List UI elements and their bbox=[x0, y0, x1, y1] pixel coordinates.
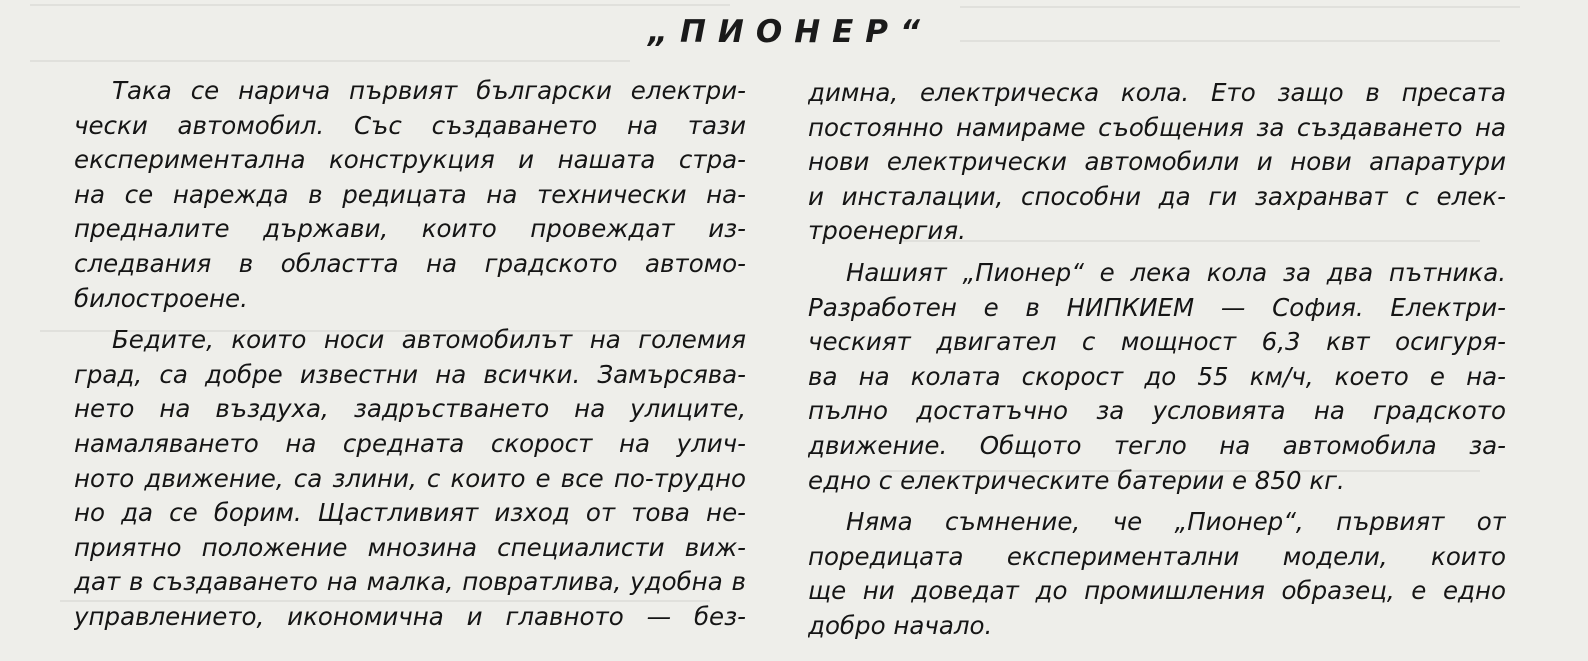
text-line: ното движение, са злини, с които е все по-трудно bbox=[74, 463, 746, 493]
text-line: пълно достатъчно за условията на градското bbox=[808, 396, 1506, 426]
text-line: приятно положение мнозина специалисти виж- bbox=[74, 532, 746, 562]
text-line: поредицата експериментални модели, които bbox=[808, 541, 1506, 571]
text-line: но да се борим. Щастливият изход от това не- bbox=[74, 498, 746, 528]
text-line: предналите държави, които провеждат из- bbox=[74, 214, 746, 244]
text-line: Бедите, които носи автомобилът на големия bbox=[112, 325, 746, 355]
text-line: ще ни доведат до промишления образец, е едно bbox=[808, 576, 1506, 606]
text-line: добро начало. bbox=[808, 610, 993, 640]
text-line: нови електрически автомобили и нови апаратури bbox=[808, 147, 1506, 177]
article-title: „ПИОНЕР“ bbox=[647, 14, 932, 50]
text-line: нето на въздуха, задръстването на улиците, bbox=[74, 394, 746, 424]
text-line: ческият двигател с мощност 6,3 квт осигуря- bbox=[808, 327, 1506, 357]
text-line: експериментална конструкция и нашата стра- bbox=[74, 145, 746, 175]
text-line: едно с електрическите батерии е 850 кг. bbox=[808, 465, 1345, 495]
text-line: дат в създаването на малка, повратлива, удобна в bbox=[74, 567, 746, 597]
text-line: Нашият „Пионер“ е лека кола за два пътника. bbox=[846, 257, 1506, 287]
text-line: и инсталации, способни да ги захранват с елек- bbox=[808, 181, 1506, 211]
text-line: Разработен е в НИПКИЕМ — София. Електри- bbox=[808, 292, 1506, 322]
text-line: намаляването на средната скорост на улич- bbox=[74, 428, 746, 458]
text-line: постоянно намираме съобщения за създаването на bbox=[808, 112, 1506, 142]
text-line: Няма съмнение, че „Пионер“, първият от bbox=[846, 507, 1506, 537]
text-line: Така се нарича първият български електри- bbox=[112, 76, 746, 105]
article-right-column bbox=[808, 76, 1506, 644]
article-left-column bbox=[74, 74, 746, 635]
text-line: билостроене. bbox=[74, 283, 248, 313]
text-line: чески автомобил. Със създаването на тази bbox=[74, 110, 746, 140]
text-line: на се нарежда в редицата на технически на- bbox=[74, 179, 746, 209]
text-line: троенергия. bbox=[808, 216, 966, 246]
text-line: следвания в областта на градското автомо- bbox=[74, 248, 746, 278]
text-line: ва на колата скорост до 55 км/ч, което е на- bbox=[808, 361, 1506, 391]
text-line: димна, електрическа кола. Ето защо в пресата bbox=[808, 78, 1506, 107]
text-line: град, са добре известни на всички. Замърсява- bbox=[74, 359, 746, 389]
text-line: управлението, икономична и главното — без- bbox=[74, 601, 746, 631]
text-line: движение. Общото тегло на автомобила за- bbox=[808, 430, 1506, 460]
